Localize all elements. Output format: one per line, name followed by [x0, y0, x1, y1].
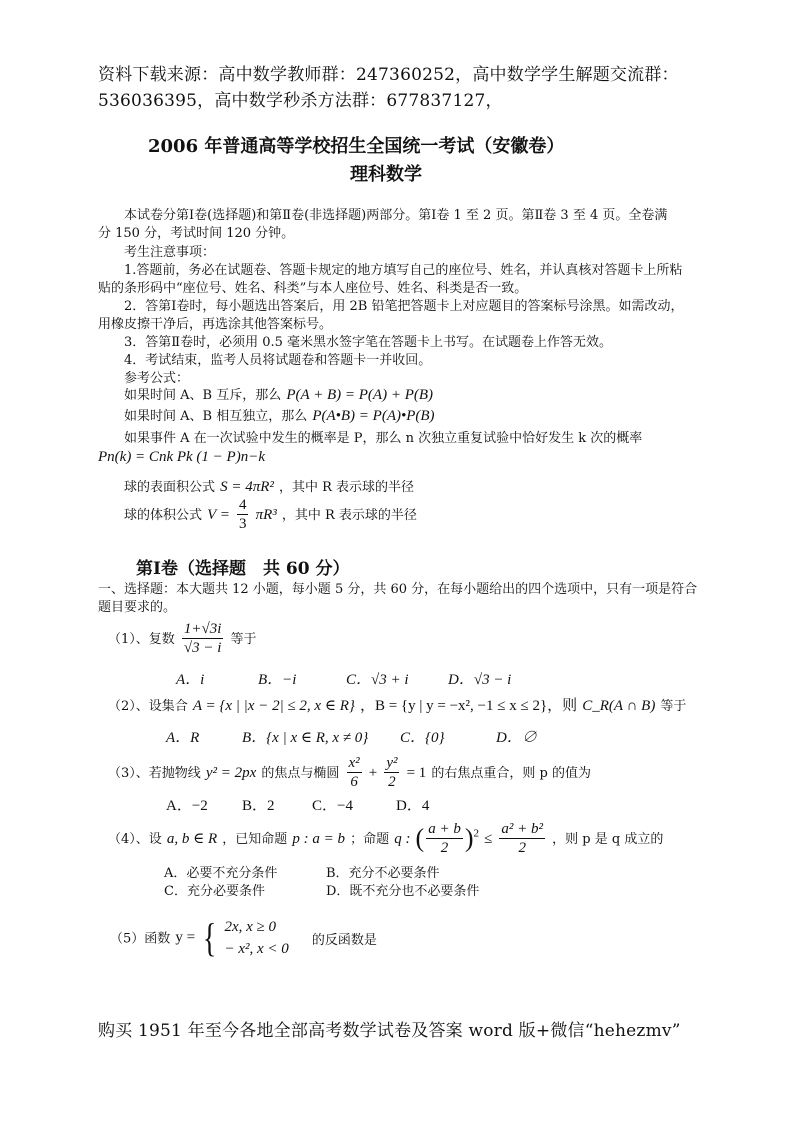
q3-mid: 的焦点与椭圆: [261, 766, 340, 781]
sphere-area-note: ，其中 R 表示球的半径: [279, 480, 415, 495]
q5-case-2: − x², x < 0: [224, 941, 289, 957]
q4-right-den: 2: [518, 840, 526, 856]
q4-right-fraction: [499, 820, 545, 857]
q3-suffix: 的右焦点重合，则 p 的值为: [431, 766, 591, 781]
question-1-stem: [108, 620, 257, 657]
q1-option-b: B．−i: [258, 672, 297, 688]
q1-fraction: [182, 620, 224, 657]
q4-exponent: 2: [473, 827, 479, 840]
q5-y-eq: y =: [175, 929, 196, 946]
q3-x-num: x²: [348, 755, 360, 771]
sphere-volume-r: πR³: [255, 507, 277, 523]
q4-prop-p: p : a = b: [292, 831, 345, 847]
q3-fraction-y: [384, 754, 399, 791]
q5-cases: [224, 916, 288, 960]
q3-y-den: 2: [388, 774, 396, 790]
q3-fraction-x: [347, 754, 362, 791]
notice-4: 4．考试结束，监考人员将试题卷和答题卡一并收回。: [124, 353, 432, 368]
q4-right-paren: ): [464, 823, 474, 853]
exam-subtitle: 理科数学: [350, 164, 422, 185]
q3-equals: = 1: [406, 765, 427, 781]
intro-p1-a: 本试卷分第Ⅰ卷(选择题)和第Ⅱ卷(非选择题)两部分。第Ⅰ卷 1 至 2 页。第Ⅱ卷 3 至 4 页。全卷满: [124, 208, 668, 223]
exam-title: 2006 年普通高等学校招生全国统一考试（安徽卷）: [148, 136, 565, 157]
sphere-area-math: S = 4πR²: [220, 479, 274, 495]
q4-left-num: a + b: [428, 821, 461, 837]
q4-prefix: （4）、设: [108, 832, 162, 847]
section-1-desc-b: 题目要求的。: [98, 600, 177, 615]
q1-numerator: 1+√3i: [183, 621, 222, 637]
q4-left-paren: (: [415, 823, 425, 853]
q2-option-a: A．R: [166, 730, 200, 746]
q2-prefix: （2）、设集合: [108, 699, 188, 714]
q5-suffix: 的反函数是: [311, 932, 377, 948]
notice-1-a: 1.答题前，务必在试题卷、答题卡规定的地方填写自己的座位号、姓名，并认真核对答题卡上所粘: [124, 263, 683, 278]
q4-suffix: ，则 p 是 q 成立的: [552, 832, 664, 847]
q4-vars: a, b ∈ R: [166, 831, 218, 847]
question-4-stem: [108, 820, 663, 857]
q3-x-den: 6: [350, 774, 358, 790]
sphere-volume-v: V =: [207, 507, 230, 523]
formula-sphere-volume: [124, 496, 417, 533]
sphere-volume-note: ，其中 R 表示球的半径: [281, 508, 417, 523]
q1-option-c: C．√3 + i: [346, 672, 409, 688]
q4-mid2: ；命题: [350, 832, 390, 847]
q4-option-d: D．既不充分也不必要条件: [326, 884, 480, 899]
notice-title: 考生注意事项：: [124, 245, 216, 260]
q1-option-a: A．i: [176, 672, 205, 688]
fraction-denominator: 3: [238, 516, 247, 532]
q2-complement: C_R(A ∩ B): [582, 698, 656, 714]
question-3-stem: [108, 754, 591, 791]
formula-independent-math: P(A•B) = P(A)•P(B): [312, 408, 435, 424]
q3-option-d: D．4: [396, 798, 430, 814]
fraction-numerator: 4: [238, 497, 247, 513]
question-2-stem: [108, 694, 686, 715]
q4-right-num: a² + b²: [501, 821, 544, 837]
q4-option-c: C．充分必要条件: [164, 884, 265, 899]
q1-denominator: √3 − i: [183, 640, 222, 656]
footer-note: 购买 1951 年至今各地全部高考数学试卷及答案 word 版+微信“hehezmv”: [98, 1021, 681, 1041]
q3-option-c: C．−4: [312, 798, 353, 814]
formula-sphere-area: [124, 476, 414, 496]
q4-mid1: ，已知命题: [222, 832, 288, 847]
section-1-title: 第Ⅰ卷（选择题 共 60 分）: [136, 559, 350, 579]
q2-option-b: B．{x | x ∈ R, x ≠ 0}: [242, 730, 369, 746]
q2-option-d: D．∅: [496, 730, 537, 746]
q5-prefix: （5）函数: [110, 931, 171, 947]
q2-option-c: C．{0}: [400, 730, 445, 746]
formula-exclusive-text: 如果时间 A、B 互斥，那么: [124, 388, 282, 403]
q2-suffix: 等于: [660, 699, 687, 714]
q2-set-b: ，B = {y | y = −x², −1 ≤ x ≤ 2}，则: [359, 698, 578, 714]
formula-binomial-math: Pn(k) = Cnk Pk (1 − P)n−k: [98, 449, 265, 465]
q1-suffix: 等于: [230, 632, 257, 647]
q3-option-b: B．2: [242, 798, 275, 814]
q4-option-a: A．必要不充分条件: [164, 866, 278, 881]
q3-y-num: y²: [386, 755, 398, 771]
header-line-1: 资料下载来源：高中数学教师群：247360252，高中数学学生解题交流群：: [98, 65, 679, 85]
notice-2-b: 用橡皮擦干净后，再选涂其他答案标号。: [98, 317, 333, 332]
q4-left-fraction: [426, 820, 463, 857]
question-5-stem: [110, 916, 377, 960]
q4-left-den: 2: [440, 840, 449, 856]
q1-option-d: D．√3 − i: [448, 672, 512, 688]
section-1-desc-a: 一、选择题：本大题共 12 小题，每小题 5 分，共 60 分，在每小题给出的四个选项中，只有一项是符合: [98, 582, 698, 597]
formula-exclusive: [124, 384, 433, 404]
formula-exclusive-math: P(A + B) = P(A) + P(B): [286, 387, 434, 403]
notice-1-b: 贴的条形码中“座位号、姓名、科类”与本人座位号、姓名、科类是否一致。: [98, 281, 528, 296]
q3-option-a: A．−2: [166, 798, 208, 814]
q3-plus: +: [368, 765, 378, 781]
q5-case-1: 2x, x ≥ 0: [224, 919, 277, 935]
formula-independent-text: 如果时间 A、B 相互独立，那么: [124, 409, 308, 424]
intro-p1-b: 分 150 分，考试时间 120 分钟。: [98, 226, 295, 241]
q1-prefix: （1）、复数: [108, 632, 175, 647]
q2-set-a: A = {x | |x − 2| ≤ 2, x ∈ R}: [192, 698, 355, 714]
q4-le: ≤: [484, 831, 493, 847]
formula-binomial-text: 如果事件 A 在一次试验中发生的概率是 P，那么 n 次独立重复试验中恰好发生 k 次的概率: [124, 431, 643, 446]
sphere-volume-label: 球的体积公式: [124, 508, 203, 523]
q3-prefix: （3）、若抛物线: [108, 766, 201, 781]
notice-3: 3．答第Ⅱ卷时，必须用 0.5 毫米黑水签字笔在答题卡上书写。在试题卷上作答无效。: [124, 335, 613, 350]
q3-parabola: y² = 2px: [205, 765, 257, 781]
notice-2-a: 2．答第Ⅰ卷时，每小题选出答案后，用 2B 铅笔把答题卡上对应题目的答案标号涂黑。如需改动，: [124, 299, 684, 314]
q4-option-b: B．充分不必要条件: [326, 866, 440, 881]
formula-independent: [124, 405, 435, 425]
sphere-area-label: 球的表面积公式: [124, 480, 216, 495]
q4-prop-q: q :: [394, 831, 411, 847]
sphere-volume-fraction: [237, 496, 249, 533]
q5-brace: {: [203, 915, 217, 960]
reference-title: 参考公式：: [124, 371, 190, 386]
header-line-2: 536036395，高中数学秒杀方法群：677837127，: [98, 91, 503, 111]
